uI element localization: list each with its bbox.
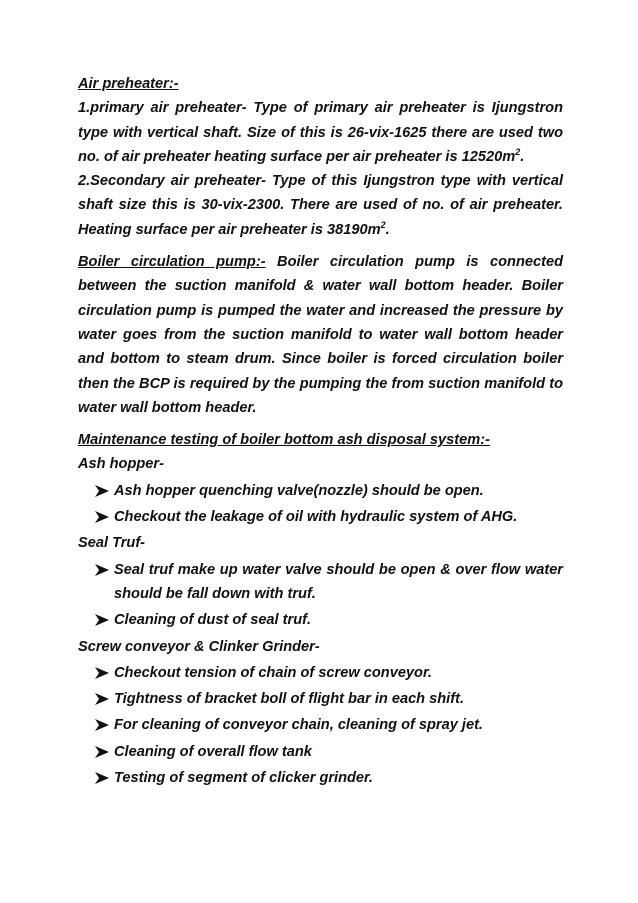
list-item-text: Tightness of bracket boll of flight bar in each shift. [114,691,465,708]
secondary-superscript: 2 [380,219,386,230]
list-item [78,558,563,607]
boiler-circulation-pump-text: Boiler circulation pump is connected between the suction manifold & water wall bottom header. Boiler circulation pump is pumped the water and increased the pressure by water goes from the suction manifold to water wall bottom header and bottom to steam drum. Since boiler is forced circulation boiler then the BCP is required by the pumping the from suction manifold to water wall bottom header. [78,254,563,416]
arrow-bullet-icon [94,713,114,732]
boiler-circulation-pump-paragraph [78,250,563,420]
list-item [78,661,563,685]
arrow-bullet-icon [94,608,114,627]
list-item [78,766,563,790]
ash-hopper-label: Ash hopper- [78,456,164,473]
list-item-text: Checkout tension of chain of screw conveyor. [114,664,432,681]
primary-tail: . [520,148,525,165]
list-item-text: Seal truf make up water valve should be open & over flow water should be fall down with truf. [114,561,563,602]
boiler-circulation-pump-heading: Boiler circulation pump:- [78,254,266,271]
primary-air-preheater-paragraph [78,96,563,169]
list-item-text: Ash hopper quenching valve(nozzle) should be open. [114,482,484,499]
arrow-bullet-icon [94,505,114,524]
arrow-bullet-icon [94,740,114,759]
list-item [78,713,563,737]
primary-superscript: 2 [515,147,521,158]
primary-text: 1.primary air preheater- Type of primary air preheater is Ijungstron type with vertical shaft. Size of this is 26-vix-1625 there are used two no. of air preheater heating surface per air preheater is 12520m [78,100,563,165]
document-page [78,72,563,792]
list-item [78,740,563,764]
screw-conveyor-label: Screw conveyor & Clinker Grinder- [78,638,320,655]
air-preheater-heading: Air preheater:- [78,76,179,92]
arrow-bullet-icon [94,558,114,577]
arrow-bullet-icon [94,661,114,680]
list-item [78,608,563,632]
list-item-text: Checkout the leakage of oil with hydraulic system of AHG. [114,509,518,526]
maintenance-heading: Maintenance testing of boiler bottom ash disposal system:- [78,432,490,449]
arrow-bullet-icon [94,479,114,498]
list-item [78,505,563,529]
list-item [78,479,563,503]
seal-truf-label: Seal Truf- [78,535,146,552]
arrow-bullet-icon [94,687,114,706]
secondary-tail: . [385,221,390,238]
list-item-text: Testing of segment of clicker grinder. [114,770,373,787]
list-item-text: Cleaning of overall flow tank [114,743,312,760]
list-item-text: For cleaning of conveyor chain, cleaning of spray jet. [114,717,483,734]
secondary-air-preheater-paragraph [78,169,563,242]
list-item-text: Cleaning of dust of seal truf. [114,612,312,629]
secondary-text: 2.Secondary air preheater- Type of this Ijungstron type with vertical shaft size this is 30-vix-2300. There are used of no. of air preheater. Heating surface per air preheater is 38190m [78,173,563,238]
list-item [78,687,563,711]
arrow-bullet-icon [94,766,114,785]
